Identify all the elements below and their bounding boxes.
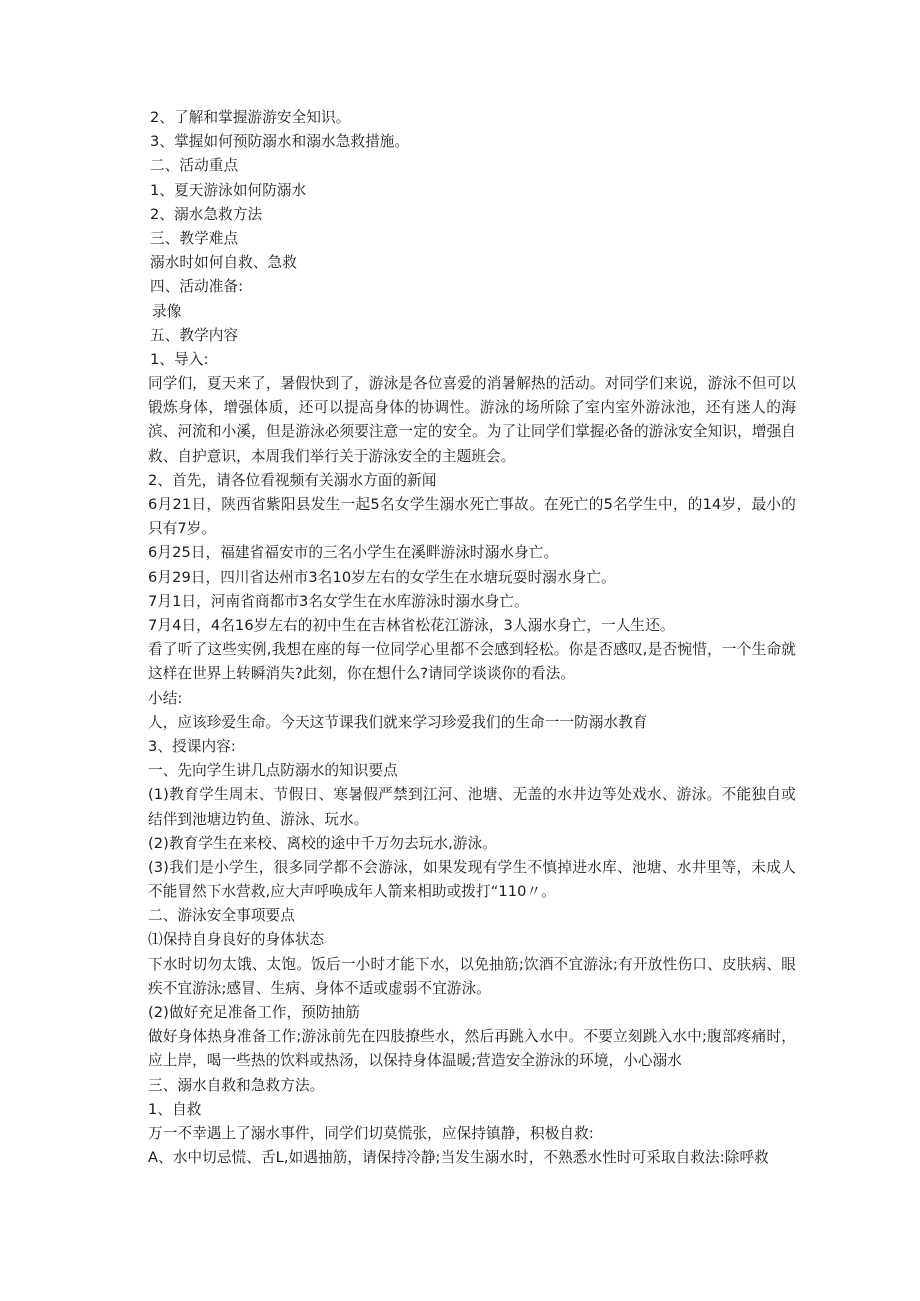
news-item-4: 7月1日，河南省商都市3名女学生在水库游泳时溺水身亡。	[148, 592, 529, 610]
tip-1-text: 下水时切勿太饿、太饱。饭后一小时才能下水，以免抽筋;饮酒不宜游泳;有开放性伤口、皮肤病、眼疾不宜游泳;感冒、生病、身体不适或虚弱不宜游泳。	[148, 955, 796, 997]
heading-activity-focus: 二、活动重点	[150, 157, 239, 175]
news-item-2: 6月25日，福建省福安市的三名小学生在溪畔游泳时溺水身亡。	[148, 544, 559, 562]
focus-2: 2、溺水急救方法	[150, 205, 263, 223]
heading-teaching-difficulty: 三、教学难点	[150, 229, 239, 247]
point-2: (2)教育学生在来校、离校的途中千万勿去玩水,游泳。	[148, 834, 497, 852]
rescue-a: A、水中切忌慌、舌L,如遇抽筋，请保持冷静;当发生溺水时，不熟悉水性时可采取自救法:除呼救	[148, 1149, 769, 1167]
section-1-heading: 一、先向学生讲几点防溺水的知识要点	[148, 762, 398, 780]
news-heading: 2、首先，请各位看视频有关溺水方面的新闻	[148, 471, 437, 489]
intro-label: 1、导入:	[150, 350, 209, 368]
summary-text: 人，应该珍爱生命。今天这节课我们就来学习珍爱我们的生命一一防溺水教育	[148, 713, 648, 731]
difficulty-text: 溺水时如何自救、急救	[150, 254, 297, 272]
lesson-label: 3、授课内容:	[148, 737, 236, 755]
focus-1: 1、夏天游泳如何防溺水	[150, 181, 307, 199]
goal-3: 3、掌握如何预防溺水和溺水急救措施。	[150, 133, 410, 151]
heading-preparation: 四、活动准备:	[150, 278, 244, 296]
tip-2-text: 做好身体热身准备工作;游泳前先在四肢撩些水，然后再跳入水中。不要立刻跳入水中;腹部疼痛时，应上岸，喝一些热的饮料或热汤，以保持身体温暖;营造安全游泳的环境，小心溺水	[148, 1028, 796, 1070]
document-body	[148, 106, 796, 1170]
intro-paragraph: 同学们，夏天来了，暑假快到了，游泳是各位喜爱的消暑解热的活动。对同学们来说，游泳不但可以锻炼身体，增强体质，还可以提高身体的协调性。游泳的场所除了室内室外游泳池，还有迷人的海滨、河流和小溪，但是游泳必须要注意一定的安全。为了让同学们掌握必备的游泳安全知识，增强自救、自护意识，本周我们举行关于游泳安全的主题班会。	[148, 375, 796, 465]
point-3: (3)我们是小学生，很多同学都不会游泳，如果发现有学生不慎掉进水库、池塘、水井里等，未成人不能冒然下水营救,应大声呼唤成年人箭来相助或拨打“110〃。	[148, 858, 796, 901]
goal-2: 2、了解和掌握游游安全知识。	[150, 109, 351, 126]
section-2-heading: 二、游泳安全事项要点	[148, 907, 295, 925]
rescue-intro: 万一不幸遇上了溺水事件，同学们切莫慌张，应保持镇静，积极自救:	[148, 1125, 594, 1143]
news-item-3: 6月29日，四川省达州市3名10岁左右的女学生在水塘玩耍时溺水身亡。	[148, 568, 616, 586]
rescue-label: 1、自救	[148, 1100, 202, 1118]
preparation-text: 录像	[152, 302, 182, 320]
heading-teaching-content: 五、教学内容	[150, 326, 239, 344]
summary-label: 小结:	[148, 689, 183, 707]
news-item-1: 6月21日，陕西省紫阳县发生一起5名女学生溺水死亡事故。在死亡的5名学生中，的14岁，最小的只有7岁。	[148, 496, 796, 538]
reflection-paragraph: 看了听了这些实例,我想在座的每一位同学心里都不会感到轻松。你是否感叹,是否惋惜，一个生命就这样在世界上转瞬消失?此刻，你在想什么?请同学谈谈你的看法。	[148, 641, 796, 683]
section-3-heading: 三、溺水自救和急救方法。	[148, 1076, 325, 1094]
point-1: (1)教育学生周末、节假日、寒暑假严禁到江河、池塘、无盖的水井边等处戏水、游泳。不能独自或结伴到池塘边钓鱼、游泳、玩水。	[148, 786, 796, 828]
tip-2-title: (2)做好充足准备工作，预防抽筋	[148, 1004, 360, 1022]
news-item-5: 7月4日，4名16岁左右的初中生在吉林省松花江游泳，3人溺水身亡，一人生还。	[148, 617, 675, 634]
tip-1-title: ⑴保持自身良好的身体状态	[148, 931, 325, 949]
